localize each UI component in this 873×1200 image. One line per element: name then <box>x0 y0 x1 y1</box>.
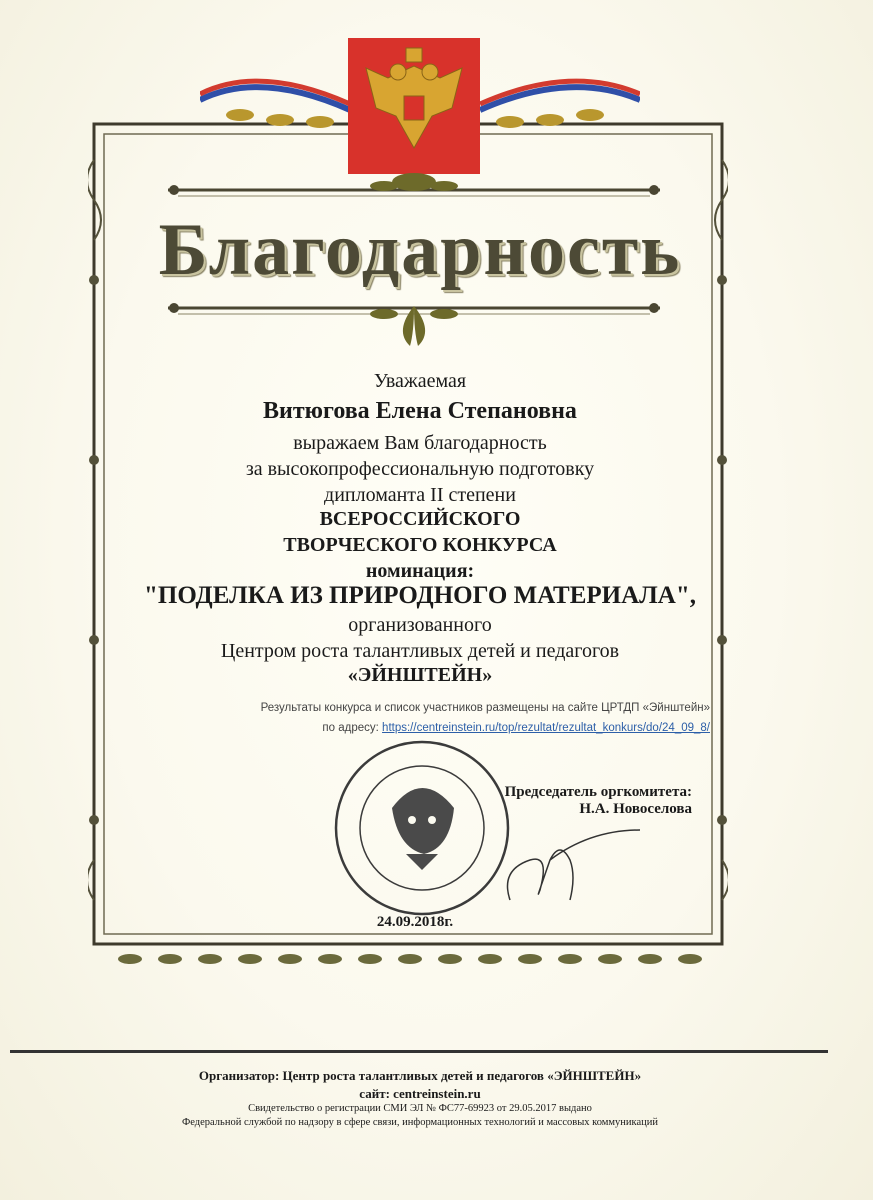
address-label: по адресу: <box>322 722 379 734</box>
leaf-garland <box>110 945 730 973</box>
handwritten-signature <box>490 820 650 910</box>
certificate-title: Благодарность <box>158 209 682 291</box>
results-address <box>150 722 710 734</box>
organized-line: организованного <box>348 614 492 636</box>
nomination-name: "ПОДЕЛКА ИЗ ПРИРОДНОГО МАТЕРИАЛА", <box>144 582 696 609</box>
salutation: Уважаемая <box>373 370 467 392</box>
bottom-ornament-divider <box>168 286 660 346</box>
signature-block <box>470 784 692 818</box>
results-text: Результаты конкурса и список участников размещены на сайте ЦРТДП «Эйнштейн» <box>260 702 710 714</box>
footer-divider <box>10 1050 828 1053</box>
footer-organizer: Организатор: Центр роста талантливых детей и педагогов «ЭЙНШТЕЙН» <box>198 1068 642 1083</box>
footer-site: сайт: centreinstein.ru <box>359 1086 481 1101</box>
degree-line: дипломанта II степени <box>324 484 516 506</box>
recipient-name: Витюгова Елена Степановна <box>263 398 577 424</box>
chairman-role: Председатель оргкомитета: <box>504 784 692 800</box>
russian-coat-of-arms-icon <box>348 38 480 174</box>
laurel-branch-right-icon <box>480 70 640 140</box>
laurel-branch-left-icon <box>200 70 350 140</box>
organizer-name: «ЭЙНШТЕЙН» <box>347 664 493 686</box>
chairman-name: Н.А. Новоселова <box>579 801 692 817</box>
contest-line-1: ВСЕРОССИЙСКОГО <box>319 508 521 530</box>
contest-line-2: ТВОРЧЕСКОГО КОНКУРСА <box>283 534 557 556</box>
results-link[interactable]: https://centreinstein.ru/top/rezultat/rezultat_konkurs/do/24_09_8/ <box>382 722 710 734</box>
organizer-line: Центром роста талантливых детей и педагогов <box>220 640 620 662</box>
footer-registration: Свидетельство о регистрации СМИ ЭЛ № ФС77-69923 от 29.05.2017 выдано <box>248 1103 592 1114</box>
footer-authority: Федеральной службой по надзору в сфере связи, информационных технологий и массовых коммуникаций <box>181 1117 658 1128</box>
thanks-line: выражаем Вам благодарность <box>293 432 547 454</box>
nomination-label: номинация: <box>365 560 475 582</box>
certificate-date: 24.09.2018г. <box>376 914 454 930</box>
organization-stamp <box>332 738 512 918</box>
preparation-line: за высокопрофессиональную подготовку <box>245 458 595 480</box>
